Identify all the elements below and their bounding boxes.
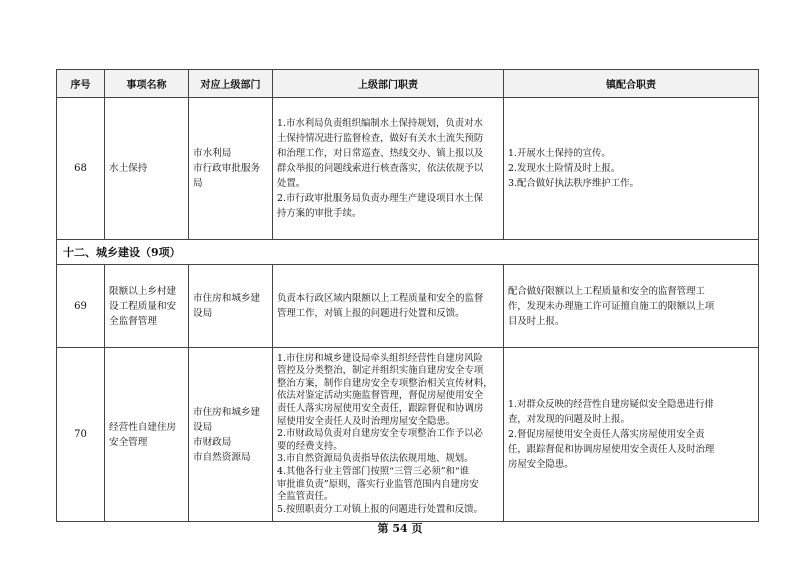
header-item-name: 事项名称: [105, 70, 189, 98]
table-header-row: [57, 70, 759, 98]
duty-line: 2.市行政审批服务局负责办理生产建设项目水土保: [277, 193, 483, 204]
dept-line: 市财政局: [193, 436, 232, 448]
item-name-line: 安全管理: [109, 436, 148, 448]
town-line: 房屋安全隐患。: [508, 459, 574, 470]
row-number: 70: [57, 348, 105, 522]
duty-line: 责任人落实房屋使用安全责任，跟踪督促和协调房: [277, 403, 484, 415]
superior-duty-cell: [273, 98, 504, 240]
town-duty-cell: [504, 98, 759, 240]
section-row: [57, 240, 759, 265]
dept-line: 市水利局: [193, 148, 232, 159]
item-name-line: 设工程质量和安: [109, 300, 177, 312]
table-row: [57, 98, 759, 240]
duty-line: 持方案的审批手续。: [277, 208, 362, 219]
item-name-line: 经营性自建住房: [109, 421, 177, 433]
town-line: 配合做好限额以上工程质量和安全的监督管理工: [508, 285, 705, 297]
dept-line: 设局: [193, 308, 213, 319]
table-row: [57, 265, 759, 348]
duty-line: 全监管责任。: [277, 491, 334, 503]
row-number: 69: [57, 265, 105, 348]
duty-line: 3.市自然资源局负责指导依法依规用地、规划。: [277, 453, 474, 465]
superior-dept-cell: [189, 98, 273, 240]
duty-line: 和治理工作，对日常巡查、热线交办、镇上报以及: [277, 148, 484, 159]
item-name-cell: [105, 265, 189, 348]
dept-line: 市自然资源局: [193, 451, 251, 463]
duty-line: 依法对鉴定活动实施监督管理，督促房屋使用安全: [277, 390, 484, 402]
superior-duty-cell: [273, 348, 504, 522]
header-no: 序号: [57, 70, 105, 98]
duty-line: 整治方案，制作自建房安全专项整治相关宣传材料，: [277, 377, 493, 389]
town-duty-cell: [504, 265, 759, 348]
superior-dept-cell: [189, 265, 273, 348]
town-line: 2.发现水土险情及时上报。: [508, 163, 621, 174]
superior-dept-cell: [189, 348, 273, 522]
header-superior-duty: 上级部门职责: [273, 70, 504, 98]
header-town-duty: 镇配合职责: [504, 70, 759, 98]
duty-line: 负责本行政区域内限额以上工程质量和安全的监督: [277, 293, 484, 304]
row-number: 68: [57, 98, 105, 240]
item-name-cell: [105, 98, 189, 240]
town-line: 2.督促房屋使用安全责任人落实房屋使用安全责: [508, 429, 705, 440]
town-line: 查，对发现的问题及时上报。: [508, 414, 630, 425]
duty-line: 5.按照职责分工对镇上报的问题进行处置和反馈。: [277, 503, 483, 515]
town-line: 作，发现未办理施工许可证擅自施工的限额以上项: [508, 300, 715, 312]
town-line: 目及时上报。: [508, 315, 565, 327]
dept-line: 局: [193, 178, 203, 189]
item-name-line: 全监督管理: [109, 315, 157, 327]
town-line: 1.开展水土保持的宣传。: [508, 148, 611, 159]
header-superior-dept: 对应上级部门: [189, 70, 273, 98]
item-name-cell: [105, 348, 189, 522]
duty-line: 1.市住房和城乡建设局牵头组织经营性自建房风险: [277, 352, 483, 364]
dept-line: 市住房和城乡建: [193, 293, 261, 304]
dept-line: 市住房和城乡建: [193, 406, 261, 418]
item-name-line: 水土保持: [109, 163, 148, 174]
item-name-line: 限额以上乡村建: [109, 285, 177, 297]
duty-line: 处置。: [277, 178, 306, 189]
duty-line: 审批谁负责”原则，落实行业监管范围内自建房安: [277, 478, 479, 490]
town-line: 1.对群众反映的经营性自建房疑似安全隐患进行排: [508, 399, 714, 410]
duty-line: 管控及分类整治，制定并组织实施自建房安全专项: [277, 365, 484, 377]
town-line: 任，跟踪督促和协调房屋使用安全责任人及时治理: [508, 444, 715, 455]
section-title: 十二、城乡建设（9项）: [57, 240, 759, 265]
duty-line: 群众举报的问题线索进行核查落实，依法依规予以: [277, 163, 484, 174]
town-duty-cell: [504, 348, 759, 522]
duty-line: 要的经费支持。: [277, 440, 343, 452]
duty-line: 2.市财政局负责对自建房安全专项整治工作予以必: [277, 428, 483, 440]
duty-line: 土保持情况进行监督检查，做好有关水土流失预防: [277, 133, 484, 144]
dept-line: 设局: [193, 421, 213, 433]
table-row: [57, 348, 759, 522]
duty-line: 1.市水利局负责组织编制水土保持规划，负责对水: [277, 118, 483, 129]
responsibility-table: [56, 69, 759, 522]
duty-line: 管理工作，对镇上报的问题进行处置和反馈。: [277, 308, 465, 319]
dept-line: 市行政审批服务: [193, 163, 261, 174]
superior-duty-cell: [273, 265, 504, 348]
duty-line: 屋使用安全责任人及时治理房屋安全隐患。: [277, 415, 456, 427]
page-number: 第 54 页: [377, 522, 423, 535]
town-line: 3.配合做好执法秩序维护工作。: [508, 178, 639, 189]
duty-line: 4.其他各行业主管部门按照“三管三必须”和“谁: [277, 465, 470, 477]
